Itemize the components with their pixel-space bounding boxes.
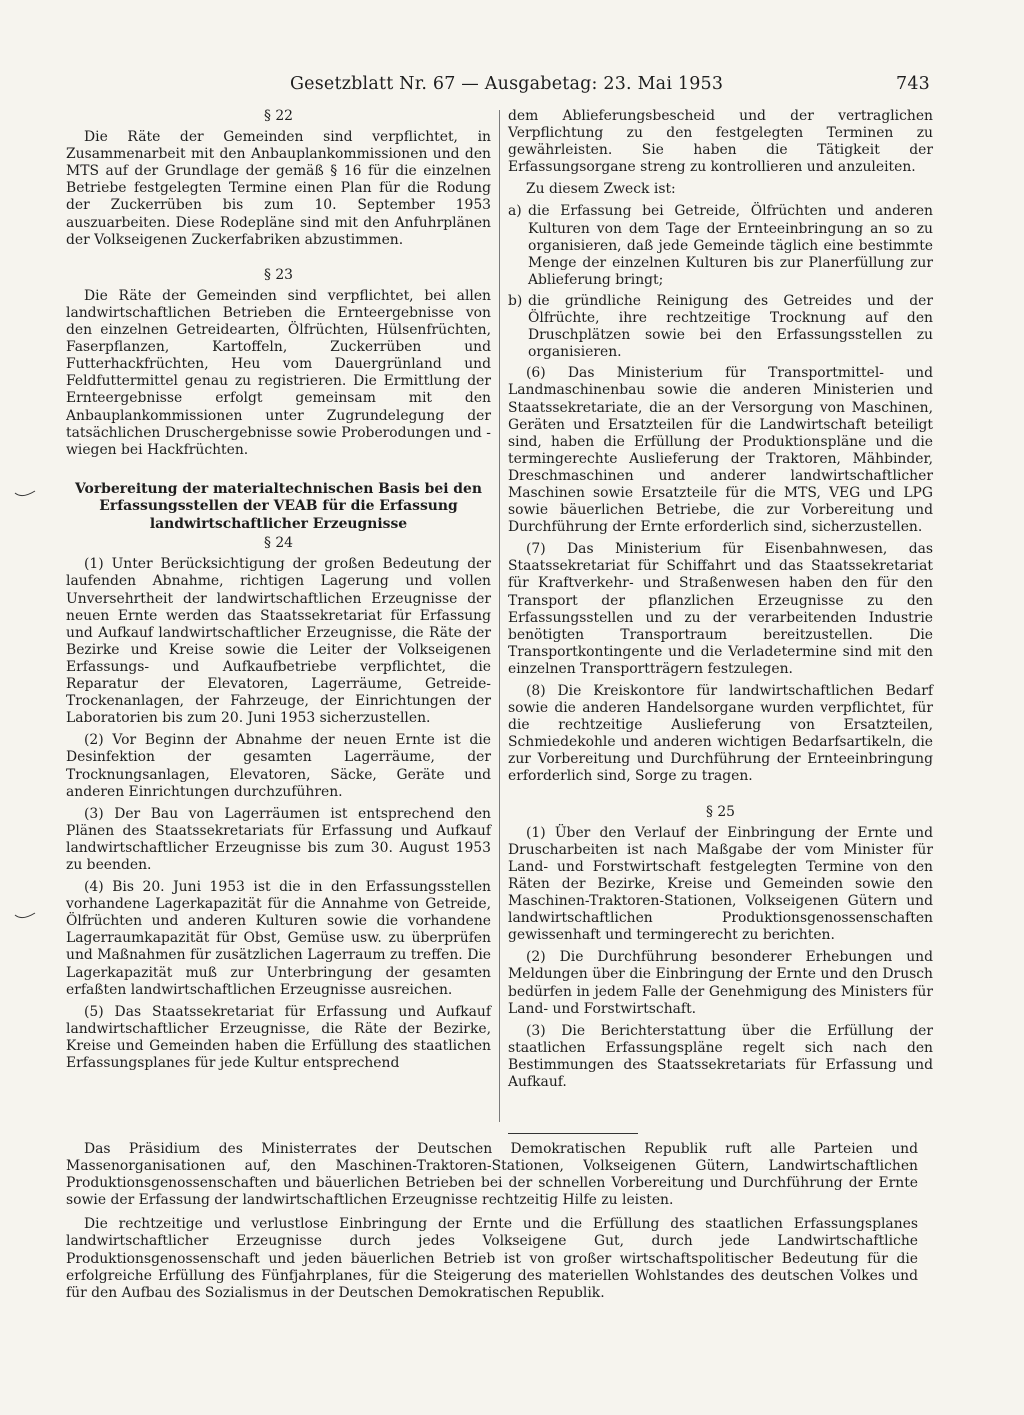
page-number: 743	[895, 74, 930, 94]
paragraph: (2) Die Durchführung besonderer Erhebungen und Meldungen über die Einbringung der Ernte und den Drusch bedürfen in jedem Falle der Genehmigung des Ministers für Land- und Forstwirtschaft.	[508, 949, 933, 1017]
paragraph: (2) Vor Beginn der Abnahme der neuen Ernte ist die Desinfektion der gesamten Lagerräume, der Trocknungsanlagen, Elevatoren, Säcke, Geräte und anderen Einrichtungen durchzuführen.	[66, 732, 491, 800]
paragraph: Zu diesem Zweck ist:	[526, 181, 676, 198]
paragraph: (4) Bis 20. Juni 1953 ist die in den Erfassungsstellen vorhandene Lagerkapazität für die Annahme von Getreide, Ölfrüchten und anderen Kulturen sowie die vorhandene Lagerraumkapazität für Obst, Gemüse usw. zu überprüfen und Maßnahmen für zusätzlichen Lagerraum zu treffen. Die Lagerkapazität muß zur Unterbringung der gesamten erfaßten landwirtschaftlichen Erzeugnisse ausreichen.	[66, 879, 491, 998]
paragraph: (6) Das Ministerium für Transportmittel- und Landmaschinenbau sowie die anderen Ministerien und Staatssekretariate, die an der Versorgung von Maschinen, Geräten und Ersatzteilen für die Landwirtschaft beteiligt sind, haben die Erfüllung der Produktionspläne und die termingerechte Auslieferung der Traktoren, Mähbinder, Dreschmaschinen und anderer landwirtschaftlicher Maschinen sowie Ersatzteile für die MTS, VEG und LPG sowie bäuerlichen Betriebe, die zur Vorbereitung und Durchführung der Ernte erforderlich sind, sicherzustellen.	[508, 365, 933, 536]
gazette-title: Gesetzblatt Nr. 67 — Ausgabetag: 23. Mai 1953	[290, 74, 724, 94]
section-title: § 22	[263, 108, 294, 124]
section-title: § 23	[263, 266, 294, 283]
list-item	[508, 203, 933, 288]
paragraph: (1) Unter Berücksichtigung der großen Bedeutung der laufenden Abnahme, richtigen Lagerung und vollen Unversehrtheit der landwirtschaftlichen Erzeugnisse der neuen Ernte werden das Staatssekretariat für Erfassung und Aufkauf landwirtschaftlicher Erzeugnisse, die Räte der Bezirke und Kreise sowie die Leiter der Volkseigenen Erfassungs- und Aufkaufbetriebe verpflichtet, die Reparatur der Elevatoren, Lagerräume, Getreide-Trockenanlagen, der Fahrzeuge, der Einrichtungen der Laboratorien bis zum 20. Juni 1953 sicherzustellen.	[66, 556, 491, 727]
paragraph: (1) Über den Verlauf der Einbringung der Ernte und Druscharbeiten ist nach Maßgabe der vom Minister für Land- und Forstwirtschaft festgelegten Termine von den Räten der Bezirke, Kreise und Gemeinden sowie den Maschinen-Traktoren-Stationen, Volkseigenen Gütern und landwirtschaftlichen Produktionsgenossenschaften gewissenhaft und termingerecht zu berichten.	[508, 824, 933, 944]
list-text: die gründliche Reinigung des Getreides und der Ölfrüchte, ihre rechtzeitige Trocknung auf den Druschplätzen sowie bei den Erfassungsstellen zu organisieren.	[528, 292, 933, 361]
paragraph: (3) Der Bau von Lagerräumen ist entsprechend den Plänen des Staatssekretariats für Erfassung und Aufkauf landwirtschaftlicher Erzeugnisse bis zum 30. August 1953 zu beenden.	[66, 805, 491, 873]
paragraph: (7) Das Ministerium für Eisenbahnwesen, das Staatssekretariat für Schiffahrt und das Staatssekretariat für Kraftverkehr- und Straßenwesen haben den für den Transport der pflanzlichen Erzeugnisse zu den Erfassungsstellen und zu der verarbeitenden Industrie benötigten Transportraum bereitzustellen. Die Transportkontingente und die Verladetermine sind mit den einzelnen Transportträgern festzulegen.	[508, 541, 933, 677]
paragraph: (5) Das Staatssekretariat für Erfassung und Aufkauf landwirtschaftlicher Erzeugnisse, die Räte der Bezirke, Kreise und Gemeinden haben die Erfüllung des staatlichen Erfassungsplanes für jede Kultur entsprechend	[66, 1003, 491, 1071]
paragraph: Die rechtzeitige und verlustlose Einbringung der Ernte und die Erfüllung des staatlichen Erfassungsplanes landwirtschaftlicher Erzeugnisse durch jedes Volkseigene Gut, durch jede Landwirtschaftliche Produktionsgenossenschaft und jeden bäuerlichen Betrieb ist von großer wirtschaftspolitischer Bedeutung für die erfolgreiche Erfüllung des Fünfjahrplanes, für die Steigerung des materiellen Wohlstandes des deutschen Volkes und für den Aufbau des Sozialismus in der Deutschen Demokratischen Republik.	[66, 1216, 918, 1301]
left-column	[66, 108, 491, 1077]
section-title: § 24	[263, 535, 294, 552]
column-divider	[499, 110, 500, 1122]
list-label: a)	[508, 203, 522, 220]
paragraph: (3) Die Berichterstattung über die Erfüllung der staatlichen Erfassungspläne regelt sich nach den Bestimmungen des Staatssekretariats für Erfassung und Aufkauf.	[508, 1022, 933, 1090]
list-item	[508, 293, 933, 361]
paragraph: (8) Die Kreiskontore für landwirtschaftlichen Bedarf sowie die anderen Handelsorgane wurden verpflichtet, für die rechtzeitige Auslieferung von Ersatzteilen, Schmiedekohle und anderen wichtigen Bedarfsartikeln, die zur Vorbereitung und Durchführung der Ernteeinbringung erforderlich sind, Sorge zu tragen.	[508, 683, 933, 785]
paragraph: Die Räte der Gemeinden sind verpflichtet, in Zusammenarbeit mit den Anbauplankommissionen und den MTS auf der Grundlage der gemäß § 16 für die einzelnen Betriebe festgelegten Termine einen Plan für die Rodung der Zuckerrüben bis zum 10. September 1953 auszuarbeiten. Diese Rodepläne sind mit den Anfuhrplänen der Volkseigenen Zuckerfabriken abzustimmen.	[66, 129, 491, 248]
paragraph: Die Räte der Gemeinden sind verpflichtet, bei allen landwirtschaftlichen Betrieben die Ernteergebnisse von den einzelnen Getreidearten, Ölfrüchten, Hülsenfrüchten, Faserpflanzen, Kartoffeln, Zuckerrüben und Futterhackfrüchten, Heu vom Dauergrünland und Feldfuttermittel genau zu registrieren. Die Ermittlung der Ernteergebnisse erfolgt gemeinsam mit den Anbauplankommissionen unter Zugrundelegung der tatsächlichen Druschergebnisse sowie Proberodungen und -wiegen bei Hackfrüchten.	[66, 287, 491, 458]
paragraph: Das Präsidium des Ministerrates der Deutschen Demokratischen Republik ruft alle Parteien und Massenorganisationen auf, den Maschinen-Traktoren-Stationen, Volkseigenen Gütern, Landwirtschaftlichen Produktionsgenossenschaften und bäuerlichen Betrieben bei der schnellen Vorbereitung und Durchführung der Ernte sowie der Erfassung der landwirtschaftlichen Erzeugnisse rechtzeitig Hilfe zu leisten.	[66, 1141, 918, 1209]
page-header	[290, 74, 930, 94]
margin-check-mark	[14, 912, 36, 922]
list-label: b)	[508, 292, 523, 309]
list-text: die Erfassung bei Getreide, Ölfrüchten und anderen Kulturen von dem Tage der Ernteeinbringung an so zu organisieren, daß jede Gemeinde täglich eine bestimmte Menge der einzelnen Kulturen bis zur Planerfüllung zur Ablieferung bringt;	[528, 203, 933, 288]
right-column	[508, 108, 933, 1096]
closing-appeal	[66, 1141, 918, 1309]
paragraph: dem Ablieferungsbescheid und der vertraglichen Verpflichtung zu den festgelegten Terminen zu gewährleisten. Sie haben die Tätigkeit der Erfassungsorgane streng zu kontrollieren und anzuleiten.	[508, 108, 933, 176]
margin-check-mark	[14, 490, 36, 500]
separator-line	[508, 1133, 638, 1134]
section-heading: Vorbereitung der materialtechnischen Basis bei den Erfassungsstellen der VEAB für die Erfassung landwirtschaftlicher Erzeugnisse	[75, 480, 482, 532]
section-title: § 25	[705, 803, 736, 820]
